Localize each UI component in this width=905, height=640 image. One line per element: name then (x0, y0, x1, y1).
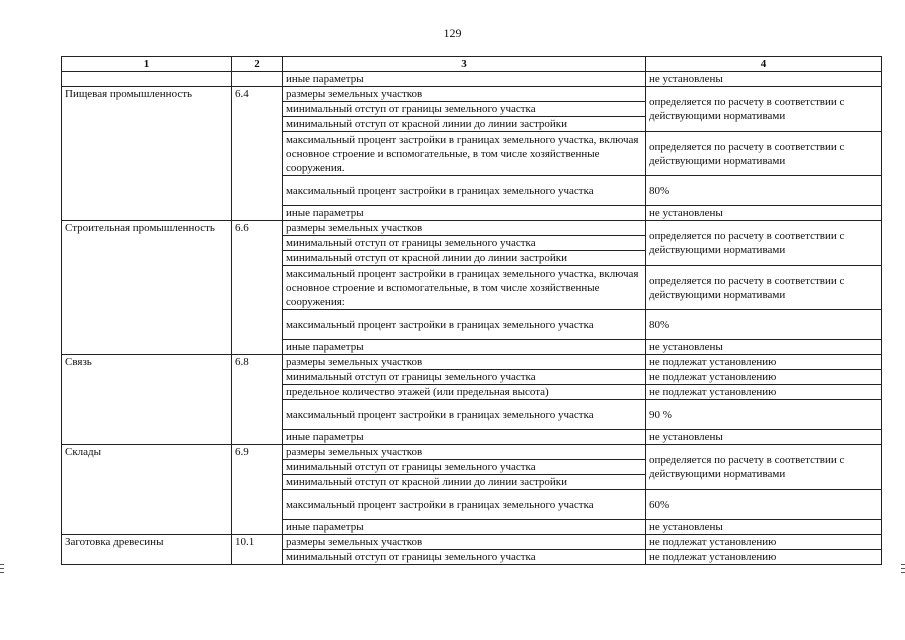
parameter-cell: размеры земельных участков (283, 535, 646, 550)
parameter-cell: максимальный процент застройки в границах земельного участка (283, 176, 646, 206)
parameter-cell: предельное количество этажей (или предельная высота) (283, 385, 646, 400)
parameter-cell: размеры земельных участков (283, 355, 646, 370)
parameter-cell: максимальный процент застройки в границах земельного участка (283, 400, 646, 430)
value-cell: не установлены (646, 340, 882, 355)
table-row (62, 355, 882, 370)
scan-edge-mark (901, 572, 905, 573)
parameter-cell: максимальный процент застройки в границах земельного участка (283, 310, 646, 340)
header-col-2: 2 (232, 57, 283, 72)
header-col-4: 4 (646, 57, 882, 72)
value-cell: не подлежат установлению (646, 385, 882, 400)
activity-code-cell: 6.6 (232, 221, 283, 355)
table-row (62, 72, 882, 87)
parameter-cell: иные параметры (283, 206, 646, 221)
activity-code-cell: 6.9 (232, 445, 283, 535)
value-cell: определяется по расчету в соответствии с действующими нормативами (646, 87, 882, 132)
value-cell: не подлежат установлению (646, 550, 882, 565)
parameter-cell: максимальный процент застройки в границах земельного участка (283, 490, 646, 520)
parameter-cell: максимальный процент застройки в границах земельного участка, включая основное строение и вспомогательные, в том числе хозяйственные сооружения: (283, 266, 646, 310)
value-cell: 80% (646, 310, 882, 340)
activity-name-cell: Пищевая промышленность (62, 87, 232, 221)
parameter-cell: иные параметры (283, 520, 646, 535)
value-cell: не подлежат установлению (646, 370, 882, 385)
scan-edge-mark (0, 564, 4, 565)
activity-name-cell: Строительная промышленность (62, 221, 232, 355)
activity-name-cell: Склады (62, 445, 232, 535)
page-number: 129 (443, 26, 462, 40)
parameter-cell: иные параметры (283, 72, 646, 87)
scan-edge-mark (901, 564, 905, 565)
activity-code-cell: 6.4 (232, 87, 283, 221)
table-row (62, 87, 882, 102)
activity-name-cell: Связь (62, 355, 232, 445)
value-cell: определяется по расчету в соответствии с действующими нормативами (646, 221, 882, 266)
parameter-cell: иные параметры (283, 430, 646, 445)
value-cell: 80% (646, 176, 882, 206)
parameter-cell: размеры земельных участков (283, 445, 646, 460)
parameter-cell: минимальный отступ от красной линии до линии застройки (283, 251, 646, 266)
value-cell: не подлежат установлению (646, 535, 882, 550)
value-cell: определяется по расчету в соответствии с действующими нормативами (646, 132, 882, 176)
value-cell: определяется по расчету в соответствии с действующими нормативами (646, 445, 882, 490)
header-row (62, 57, 882, 72)
value-cell: не подлежат установлению (646, 355, 882, 370)
activity-name-cell (62, 72, 232, 87)
parameter-cell: иные параметры (283, 340, 646, 355)
parameter-cell: минимальный отступ от границы земельного участка (283, 460, 646, 475)
parameter-cell: минимальный отступ от границы земельного участка (283, 236, 646, 251)
activity-code-cell: 6.8 (232, 355, 283, 445)
parameter-cell: максимальный процент застройки в границах земельного участка, включая основное строение и вспомогательные, в том числе хозяйственные сооружения. (283, 132, 646, 176)
value-cell: не установлены (646, 430, 882, 445)
parameter-cell: размеры земельных участков (283, 87, 646, 102)
value-cell: не установлены (646, 72, 882, 87)
parameter-cell: размеры земельных участков (283, 221, 646, 236)
parameter-cell: минимальный отступ от границы земельного участка (283, 102, 646, 117)
value-cell: определяется по расчету в соответствии с действующими нормативами (646, 266, 882, 310)
parameter-cell: минимальный отступ от красной линии до линии застройки (283, 117, 646, 132)
header-col-3: 3 (283, 57, 646, 72)
value-cell: 60% (646, 490, 882, 520)
activity-name-cell: Заготовка древесины (62, 535, 232, 565)
value-cell: 90 % (646, 400, 882, 430)
scan-edge-mark (0, 572, 4, 573)
activity-code-cell (232, 72, 283, 87)
table-row (62, 221, 882, 236)
table-row (62, 535, 882, 550)
value-cell: не установлены (646, 206, 882, 221)
parameter-cell: минимальный отступ от границы земельного участка (283, 370, 646, 385)
value-cell: не установлены (646, 520, 882, 535)
scan-edge-mark (901, 568, 905, 569)
parameter-cell: минимальный отступ от границы земельного участка (283, 550, 646, 565)
header-col-1: 1 (62, 57, 232, 72)
activity-code-cell: 10.1 (232, 535, 283, 565)
zoning-parameters-table (61, 56, 882, 565)
parameter-cell: минимальный отступ от красной линии до линии застройки (283, 475, 646, 490)
table-row (62, 445, 882, 460)
scan-edge-mark (0, 568, 4, 569)
